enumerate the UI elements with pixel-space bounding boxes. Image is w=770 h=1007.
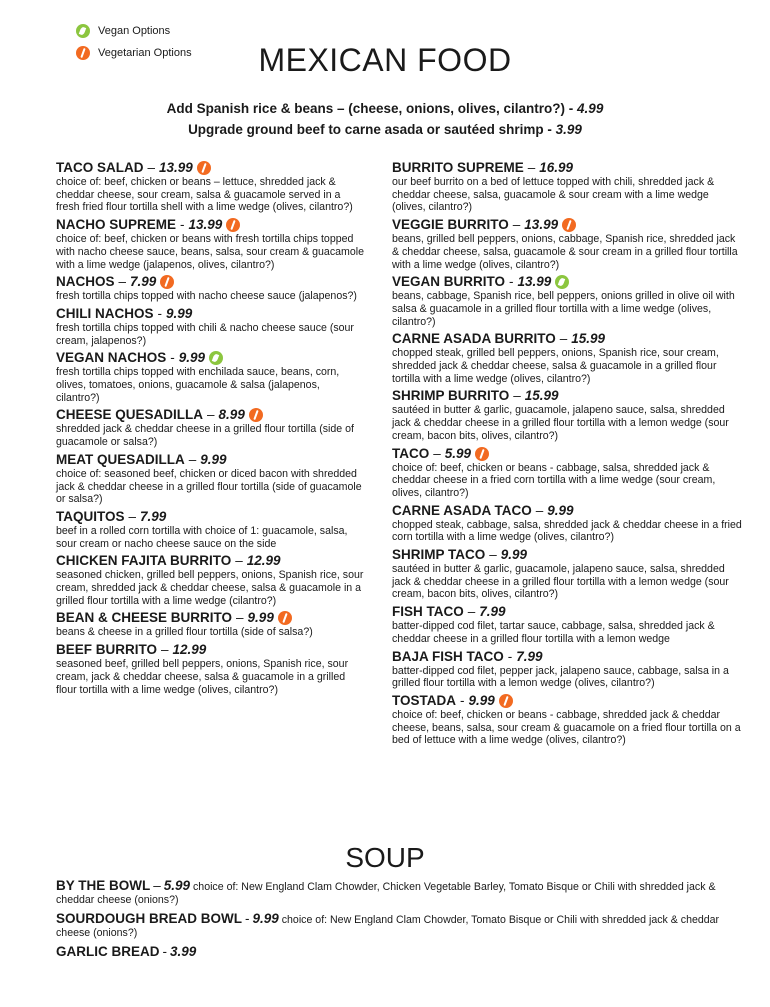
vegetarian-icon xyxy=(562,218,576,232)
menu-item-price: 13.99 xyxy=(188,217,223,233)
addons xyxy=(0,98,770,140)
vegan-leaf-icon xyxy=(555,275,569,289)
vegetarian-icon xyxy=(160,275,174,289)
menu-item xyxy=(392,331,742,385)
menu-item-price: 8.99 xyxy=(218,407,245,423)
menu-item-separator: – xyxy=(513,388,521,404)
menu-item-heading xyxy=(56,642,366,658)
menu-item-description: fresh tortilla chips topped with enchilada sauce, beans, corn, olives, tomatoes, onions, guacamole & salsa (jalapenos, cilantro?) xyxy=(56,366,340,404)
menu-item-price: 9.99 xyxy=(547,502,574,518)
soup-item-separator: – xyxy=(153,878,161,893)
menu-item xyxy=(56,160,366,214)
page-title: MEXICAN FOOD xyxy=(258,42,512,78)
menu-item-separator: – xyxy=(467,604,476,620)
menu-item-name: VEGAN NACHOS xyxy=(56,350,167,366)
addon-text: Add Spanish rice & beans – (cheese, onions, olives, cilantro?) - xyxy=(166,101,574,116)
menu-item-heading xyxy=(56,452,366,468)
menu-item-heading xyxy=(56,610,366,626)
menu-item xyxy=(56,610,366,639)
menu-item-heading xyxy=(56,553,366,569)
menu-item xyxy=(392,547,742,601)
soup-item-name: GARLIC BREAD xyxy=(56,944,160,959)
menu-item-name: TACO xyxy=(392,445,430,461)
soup-item-price: 9.99 xyxy=(252,911,279,926)
menu-item-name: FISH TACO xyxy=(392,604,464,620)
menu-item-separator: - xyxy=(507,648,513,664)
menu-item-description: choice of: beef, chicken or beans – lettuce, shredded jack & cheddar cheese, sour cream, salsa & guacamole served in a fresh fried flour tortilla shell with a lime wedge (olives, cilantro?) xyxy=(56,176,353,214)
menu-item-price: 9.99 xyxy=(500,547,528,563)
menu-item-heading xyxy=(392,331,742,347)
menu-item-heading xyxy=(56,306,366,322)
menu-item xyxy=(56,509,366,550)
menu-item-heading xyxy=(56,274,366,290)
soup-item-price: 3.99 xyxy=(170,944,197,959)
menu-item-heading xyxy=(56,160,366,176)
menu-item-separator: – xyxy=(235,553,243,569)
menu-item-description: batter-dipped cod filet, pepper jack, jalapeno sauce, cabbage, salsa in a grilled flour tortilla with a lemon wedge (olives, cilantro?) xyxy=(392,664,729,690)
soup-item-separator: - xyxy=(245,911,250,926)
menu-item-name: BAJA FISH TACO xyxy=(392,648,504,664)
menu-item xyxy=(392,160,742,214)
menu-item-price: 7.99 xyxy=(140,508,167,524)
vegetarian-icon xyxy=(197,161,211,175)
soup-item xyxy=(56,879,746,907)
menu-item-heading xyxy=(392,388,742,404)
menu-item xyxy=(392,503,742,544)
soup-item xyxy=(56,945,746,960)
soup-item-description: choice of: New England Clam Chowder, Chicken Vegetable Barley, Tomato Bisque or Chili with shredded jack & cheddar cheese (onions?) xyxy=(56,881,716,906)
vegetarian-icon xyxy=(249,408,263,422)
menu-item-heading xyxy=(56,509,366,525)
menu-column-left xyxy=(56,160,366,699)
menu-item-separator: – xyxy=(147,160,156,175)
soup-section-title: SOUP xyxy=(345,842,425,873)
menu-item xyxy=(392,604,742,645)
menu-item-name: BEEF BURRITO xyxy=(56,642,158,658)
menu-item xyxy=(392,693,742,747)
menu-item-description: sautéed in butter & garlic, guacamole, jalapeno sauce, salsa, shredded jack & cheddar cheese in a grilled flour tortilla with a lemon wedge (sour cream, bacon bits, olives, cilantro?) xyxy=(392,404,729,442)
menu-item-price: 9.99 xyxy=(468,692,495,708)
menu-item-name: CARNE ASADA TACO xyxy=(392,502,532,518)
soup-item-price: 5.99 xyxy=(163,878,191,893)
menu-item-description: choice of: beef, chicken or beans with fresh tortilla chips topped with nacho cheese sauce, beans, salsa, sour cream & guacamole with a lime wedge (jalapenos, olives, cilantro?) xyxy=(56,233,364,271)
menu-item xyxy=(56,407,366,448)
menu-item xyxy=(56,452,366,506)
menu-item-name: TOSTADA xyxy=(392,692,456,708)
menu-item-heading xyxy=(56,217,366,233)
soup-item-description: choice of: New England Clam Chowder, Tomato Bisque or Chili with shredded jack & cheddar cheese (onions?) xyxy=(56,914,720,939)
menu-item-description: chopped steak, cabbage, salsa, shredded jack & cheddar cheese in a fried corn tortilla with a lime wedge (olives, cilantro?) xyxy=(392,518,742,544)
menu-item-heading xyxy=(392,217,742,233)
menu-item-separator: – xyxy=(236,610,244,626)
menu-item-separator: – xyxy=(489,547,497,563)
vegetarian-icon xyxy=(475,447,489,461)
menu-item-name: NACHO SUPREME xyxy=(56,217,177,233)
menu-item-description: our beef burrito on a bed of lettuce topped with chili, shredded jack & cheddar cheese, salsa, guacamole & sour cream with a lime wedge (olives, cilantro?) xyxy=(392,176,715,214)
menu-item-separator: – xyxy=(161,642,169,658)
menu-item-heading xyxy=(392,503,742,519)
menu-item xyxy=(56,350,366,404)
menu-item xyxy=(56,306,366,347)
menu-item-separator: – xyxy=(559,331,568,347)
menu-item-price: 13.99 xyxy=(159,160,193,175)
menu-item-name: SHRIMP BURRITO xyxy=(392,388,510,404)
menu-item-name: VEGAN BURRITO xyxy=(392,274,506,290)
menu-item-name: CARNE ASADA BURRITO xyxy=(392,331,556,347)
menu-item-name: CHILI NACHOS xyxy=(56,305,154,321)
menu-item-name: VEGGIE BURRITO xyxy=(392,217,509,233)
menu-item-name: CHEESE QUESADILLA xyxy=(56,407,204,423)
menu-item-name: CHICKEN FAJITA BURRITO xyxy=(56,553,232,569)
menu-item xyxy=(392,649,742,690)
soup-item-separator: - xyxy=(162,944,167,959)
menu-item-price: 9.99 xyxy=(200,451,227,467)
addon-line xyxy=(0,119,770,140)
menu-item-price: 15.99 xyxy=(571,331,606,347)
menu-item xyxy=(56,274,366,303)
menu-item-name: TAQUITOS xyxy=(56,508,125,524)
addon-text: Upgrade ground beef to carne asada or sautéed shrimp - xyxy=(188,122,552,137)
menu-item-description: shredded jack & cheddar cheese in a grilled flour tortilla (side of guacamole or salsa?) xyxy=(56,423,354,449)
menu-item-description: choice of: seasoned beef, chicken or diced bacon with shredded jack & cheddar cheese in a grilled flour tortilla (side of guacamole or salsa?) xyxy=(56,467,362,506)
menu-item-price: 9.99 xyxy=(247,610,274,626)
menu-item-heading xyxy=(392,160,742,176)
menu-item-separator: – xyxy=(527,160,536,175)
menu-item-name: MEAT QUESADILLA xyxy=(56,451,185,467)
menu-item-description: seasoned chicken, grilled bell peppers, onions, Spanish rice, sour cream, shredded jack & cheddar cheese, salsa & guacamole in a grilled flour tortilla with a lime wedge (cilantro?) xyxy=(56,569,364,607)
menu-item-description: chopped steak, grilled bell peppers, onions, Spanish rice, sour cream, shredded jack & cheddar cheese, salsa & guacamole in a grilled flour tortilla with a lime wedge (olives, cilantro?) xyxy=(392,347,719,385)
menu-item-heading xyxy=(392,604,742,620)
menu-item xyxy=(392,217,742,271)
vegan-leaf-icon xyxy=(76,24,90,38)
menu-item-separator: – xyxy=(118,274,127,290)
menu-item-price: 15.99 xyxy=(524,388,559,404)
soup-item xyxy=(56,912,746,940)
soup-item-name: BY THE BOWL xyxy=(56,878,151,893)
soup-list xyxy=(56,879,746,965)
menu-item-separator: - xyxy=(180,217,185,233)
menu-item-price: 7.99 xyxy=(130,274,157,290)
menu-item-name: SHRIMP TACO xyxy=(392,547,486,563)
menu-item-description: seasoned beef, grilled bell peppers, onions, Spanish rice, sour cream, jack & cheddar cheese, salsa & guacamole in a grilled flour tortilla with a lime wedge (olives, cilantro?) xyxy=(56,658,349,696)
menu-item-description: fresh tortilla chips topped with nacho cheese sauce (jalapenos?) xyxy=(56,290,357,303)
menu-item-price: 16.99 xyxy=(539,160,574,175)
menu-item-description: choice of: beef, chicken or beans - cabbage, salsa, shredded jack & cheddar cheese in a fried corn tortilla with a lime wedge (sour cream, olives, cilantro?) xyxy=(392,461,716,499)
menu-item-price: 9.99 xyxy=(166,305,193,321)
menu-item-separator: - xyxy=(170,350,175,366)
vegetarian-icon xyxy=(278,611,292,625)
legend-vegan xyxy=(76,20,192,42)
menu-item-heading xyxy=(392,649,742,665)
menu-item xyxy=(392,388,742,442)
menu-item-heading xyxy=(56,407,366,423)
menu-item-description: sautéed in butter & garlic, guacamole, jalapeno sauce, salsa, shredded jack & cheddar cheese in a grilled flour tortilla with a lemon wedge (sour cream, bacon bits, olives, cilantro?) xyxy=(392,563,729,601)
menu-item-price: 13.99 xyxy=(517,274,552,290)
menu-item xyxy=(56,553,366,607)
menu-item-name: BURRITO SUPREME xyxy=(392,160,524,175)
menu-item-name: NACHOS xyxy=(56,274,115,290)
menu-item-description: batter-dipped cod filet, tartar sauce, cabbage, salsa, shredded jack & cheddar cheese in a grilled flour tortilla with a lemon wedge xyxy=(392,620,715,645)
menu-item-name: BEAN & CHEESE BURRITO xyxy=(56,610,233,626)
legend-vegan-label: Vegan Options xyxy=(98,25,171,37)
addon-price: 3.99 xyxy=(555,122,582,137)
vegetarian-icon xyxy=(499,694,513,708)
menu-item-description: beans, cabbage, Spanish rice, bell peppers, onions grilled in olive oil with salsa & guacamole in a grilled flour tortilla with a lime wedge (olives, cilantro?) xyxy=(392,290,735,328)
menu-item-price: 7.99 xyxy=(479,604,506,620)
menu-item-name: TACO SALAD xyxy=(56,160,144,175)
menu-item-separator: – xyxy=(128,508,137,524)
menu-item-description: beans & cheese in a grilled flour tortilla (side of salsa?) xyxy=(56,626,313,639)
menu-item-separator: – xyxy=(433,445,441,461)
menu-item-separator: – xyxy=(535,502,544,518)
menu-item xyxy=(56,642,366,696)
menu-item-separator: - xyxy=(157,305,162,321)
menu-item-separator: – xyxy=(188,451,197,467)
menu-item xyxy=(392,446,742,500)
addon-line xyxy=(0,98,770,119)
addon-price: 4.99 xyxy=(577,101,604,116)
menu-item-price: 13.99 xyxy=(524,217,559,233)
menu-item-heading xyxy=(392,274,742,290)
menu-item-price: 9.99 xyxy=(178,350,206,366)
menu-item-separator: - xyxy=(509,274,514,290)
menu-item-heading xyxy=(392,547,742,563)
menu-item-description: choice of: beef, chicken or beans - cabbage, shredded jack & cheddar cheese, beans, salsa, sour cream & guacamole on a fried flour tortilla on a bed of lettuce with a lime wedge (olives, cilantro?) xyxy=(392,708,741,747)
soup-item-name: SOURDOUGH BREAD BOWL xyxy=(56,911,242,926)
menu-item-description: fresh tortilla chips topped with chili & nacho cheese sauce (sour cream, jalapenos?) xyxy=(56,321,354,347)
menu-item-price: 12.99 xyxy=(172,642,207,658)
menu-item-price: 5.99 xyxy=(444,445,472,461)
menu-item xyxy=(56,217,366,271)
menu-item-heading xyxy=(392,693,742,709)
menu-item xyxy=(392,274,742,328)
menu-item-description: beans, grilled bell peppers, onions, cabbage, Spanish rice, shredded jack & cheddar cheese, salsa, guacamole & sour cream in a grilled flour tortilla with a lime wedge (olives, cilantro?) xyxy=(392,233,738,271)
menu-item-description: beef in a rolled corn tortilla with choice of 1: guacamole, salsa, sour cream or nacho cheese sauce on the side xyxy=(56,524,348,550)
vegetarian-icon xyxy=(226,218,240,232)
menu-column-right xyxy=(392,160,742,750)
menu-item-price: 12.99 xyxy=(246,553,281,569)
menu-item-heading xyxy=(392,446,742,462)
menu-item-separator: – xyxy=(512,217,521,233)
legend-vegetarian-label: Vegetarian Options xyxy=(98,47,192,59)
menu-item-separator: – xyxy=(207,407,215,423)
menu-item-price: 7.99 xyxy=(516,648,543,664)
vegan-leaf-icon xyxy=(209,351,223,365)
menu-item-separator: - xyxy=(460,692,465,708)
menu-item-heading xyxy=(56,350,366,366)
